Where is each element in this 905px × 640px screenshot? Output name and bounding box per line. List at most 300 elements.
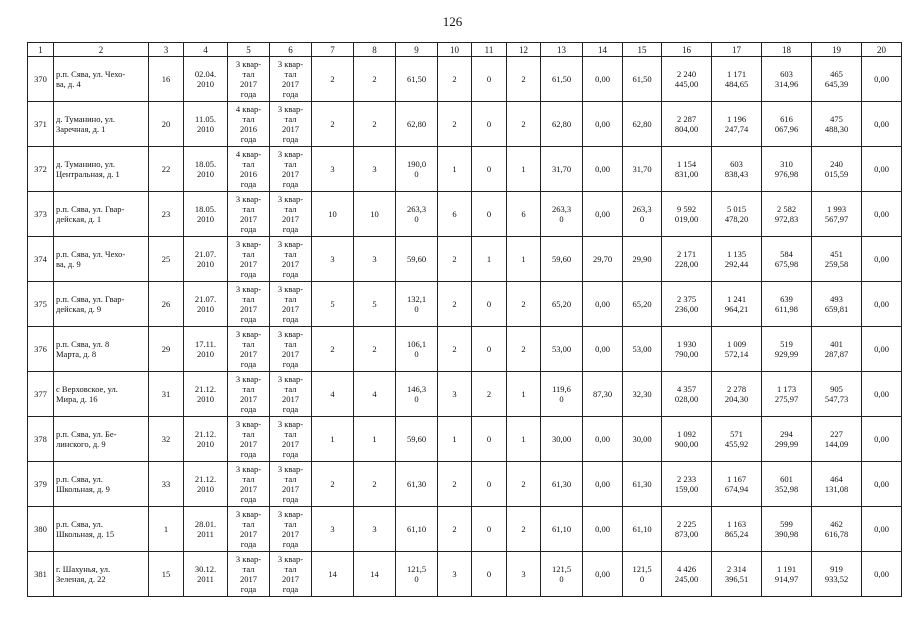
table-cell — [762, 237, 812, 282]
table-cell — [623, 552, 662, 597]
table-cell — [228, 237, 270, 282]
table-cell — [812, 372, 862, 417]
cell-text: 0,00 — [874, 74, 889, 84]
cell-text: 3 квар- тал 2017 года — [277, 284, 304, 324]
cell-text: 2 — [521, 119, 526, 129]
cell-text: 1 — [521, 254, 526, 264]
table-cell — [184, 372, 228, 417]
table-cell — [270, 282, 312, 327]
cell-text: 263,3 0 — [632, 204, 652, 224]
cell-text: 0 — [486, 299, 492, 309]
table-cell — [623, 192, 662, 237]
cell-text: р.п. Сява, ул. Гвар- дейская, д. 9 — [56, 294, 125, 314]
cell-text: 6 — [521, 209, 526, 219]
column-header: 16 — [662, 43, 712, 57]
table-cell — [396, 192, 438, 237]
cell-text: 1 — [452, 434, 457, 444]
table-row — [28, 147, 902, 192]
table-cell — [862, 237, 902, 282]
table-cell — [712, 192, 762, 237]
cell-text: 25 — [161, 254, 171, 264]
cell-text: 2 — [452, 299, 457, 309]
table-cell — [812, 282, 862, 327]
table-cell — [762, 372, 812, 417]
table-cell — [396, 102, 438, 147]
cell-text: 3 квар- тал 2017 года — [235, 554, 262, 594]
cell-text: 1 163 865,24 — [724, 519, 749, 539]
cell-text: 1 — [521, 164, 526, 174]
table-cell — [396, 282, 438, 327]
cell-text: 31 — [161, 389, 171, 399]
cell-text: 3 квар- тал 2017 года — [277, 239, 304, 279]
table-cell — [862, 507, 902, 552]
cell-text: 59,60 — [406, 434, 427, 444]
column-header: 9 — [396, 43, 438, 57]
table-row — [28, 57, 902, 102]
table-cell — [583, 417, 623, 462]
table-cell — [396, 462, 438, 507]
cell-text: 0 — [486, 209, 492, 219]
cell-text: 639 611,98 — [774, 294, 799, 314]
cell-text: 372 — [34, 164, 47, 174]
table-cell — [28, 417, 54, 462]
table-cell — [662, 102, 712, 147]
table-row — [28, 237, 902, 282]
table-cell — [438, 507, 472, 552]
page-number: 126 — [442, 14, 463, 29]
cell-text: 3 квар- тал 2017 года — [235, 419, 262, 459]
cell-text: 1 196 247,74 — [724, 114, 749, 134]
table-cell — [149, 102, 184, 147]
table-cell — [762, 462, 812, 507]
column-header: 13 — [541, 43, 583, 57]
cell-text: 0,00 — [595, 569, 610, 579]
table-cell — [762, 507, 812, 552]
table-cell — [472, 192, 507, 237]
table-cell — [507, 192, 541, 237]
table-cell — [812, 507, 862, 552]
cell-text: 3 — [452, 389, 457, 399]
cell-text: 0 — [486, 479, 492, 489]
cell-text: 3 квар- тал 2017 года — [235, 59, 262, 99]
cell-text: 190,0 0 — [406, 159, 427, 179]
table-cell — [270, 507, 312, 552]
cell-text: 61,10 — [632, 524, 652, 534]
cell-text: 2 171 228,00 — [674, 249, 699, 269]
cell-text: 571 455,92 — [724, 429, 749, 449]
table-cell — [228, 507, 270, 552]
table-cell — [662, 282, 712, 327]
cell-text: 3 квар- тал 2017 года — [277, 104, 304, 144]
table-cell — [149, 192, 184, 237]
table-cell — [228, 147, 270, 192]
table-row — [28, 192, 902, 237]
cell-text: 1 167 674,94 — [724, 474, 749, 494]
cell-text: 119,6 0 — [552, 384, 571, 404]
cell-text: 1 009 572,14 — [724, 339, 749, 359]
table-cell — [438, 57, 472, 102]
table-cell — [472, 57, 507, 102]
cell-text: 65,20 — [551, 299, 572, 309]
table-cell — [438, 552, 472, 597]
cell-text: 0 — [486, 569, 492, 579]
cell-text: 5 — [372, 299, 377, 309]
table-cell — [28, 327, 54, 372]
column-header: 8 — [354, 43, 396, 57]
cell-text: 603 314,96 — [774, 69, 799, 89]
table-header-row — [28, 43, 902, 57]
cell-text: 20 — [161, 119, 171, 129]
cell-text: 30,00 — [551, 434, 572, 444]
cell-text: 370 — [34, 74, 47, 84]
table-cell — [662, 147, 712, 192]
address-cell — [54, 372, 149, 417]
table-cell — [228, 327, 270, 372]
housing-registry-table — [27, 42, 902, 597]
table-cell — [812, 192, 862, 237]
table-cell — [149, 147, 184, 192]
cell-text: 2 — [330, 74, 335, 84]
table-cell — [762, 102, 812, 147]
table-cell — [28, 192, 54, 237]
cell-text: 2 278 204,30 — [724, 384, 749, 404]
cell-text: 379 — [34, 479, 47, 489]
table-cell — [354, 102, 396, 147]
table-cell — [228, 372, 270, 417]
table-cell — [712, 147, 762, 192]
table-cell — [862, 192, 902, 237]
table-row — [28, 102, 902, 147]
table-cell — [312, 417, 354, 462]
table-cell — [623, 507, 662, 552]
cell-text: 1 171 484,65 — [724, 69, 749, 89]
cell-text: 5 — [330, 299, 335, 309]
cell-text: 2 — [452, 119, 457, 129]
table-cell — [28, 462, 54, 507]
table-cell — [149, 237, 184, 282]
table-cell — [270, 57, 312, 102]
table-cell — [184, 102, 228, 147]
table-cell — [312, 192, 354, 237]
table-cell — [438, 237, 472, 282]
cell-text: 0,00 — [595, 434, 610, 444]
table-cell — [812, 417, 862, 462]
table-row — [28, 417, 902, 462]
address-cell — [54, 507, 149, 552]
cell-text: р.п. Сява, ул. Чехо- ва, д. 4 — [56, 69, 126, 89]
cell-text: 0,00 — [595, 524, 610, 534]
cell-text: 0 — [486, 524, 492, 534]
cell-text: 32,30 — [632, 389, 652, 399]
cell-text: 3 квар- тал 2017 года — [277, 59, 304, 99]
table-cell — [184, 57, 228, 102]
table-cell — [312, 147, 354, 192]
cell-text: 0,00 — [874, 434, 889, 444]
cell-text: 0,00 — [595, 164, 610, 174]
cell-text: 21.12. 2010 — [194, 384, 217, 404]
table-cell — [28, 147, 54, 192]
table-cell — [812, 102, 862, 147]
table-cell — [762, 327, 812, 372]
cell-text: 28.01. 2011 — [194, 519, 217, 539]
cell-text: 263,3 0 — [551, 204, 572, 224]
cell-text: 263,3 0 — [406, 204, 427, 224]
cell-text: 3 квар- тал 2017 года — [277, 329, 304, 369]
cell-text: 3 — [330, 524, 335, 534]
table-cell — [149, 462, 184, 507]
column-header: 20 — [862, 43, 902, 57]
table-cell — [762, 417, 812, 462]
column-header: 1 — [28, 43, 54, 57]
cell-text: 4 — [330, 389, 335, 399]
cell-text: 32 — [161, 434, 171, 444]
table-cell — [354, 192, 396, 237]
cell-text: 15 — [161, 569, 171, 579]
cell-text: 5 015 478,20 — [724, 204, 749, 224]
cell-text: 33 — [161, 479, 171, 489]
cell-text: 16 — [161, 74, 171, 84]
cell-text: 10 — [328, 209, 337, 219]
table-cell — [228, 462, 270, 507]
table-cell — [862, 327, 902, 372]
cell-text: 3 квар- тал 2017 года — [277, 419, 304, 459]
table-cell — [712, 57, 762, 102]
cell-text: 378 — [34, 434, 47, 444]
cell-text: 2 — [486, 389, 492, 399]
table-cell — [354, 372, 396, 417]
table-cell — [184, 237, 228, 282]
table-cell — [812, 147, 862, 192]
table-cell — [541, 282, 583, 327]
table-cell — [270, 147, 312, 192]
cell-text: 1 154 831,00 — [674, 159, 699, 179]
table-cell — [438, 147, 472, 192]
cell-text: 0,00 — [874, 209, 889, 219]
cell-text: 3 — [372, 164, 377, 174]
column-header: 14 — [583, 43, 623, 57]
table-cell — [507, 462, 541, 507]
cell-text: 3 квар- тал 2017 года — [277, 194, 304, 234]
cell-text: 2 287 804,00 — [674, 114, 699, 134]
column-header: 19 — [812, 43, 862, 57]
table-cell — [862, 102, 902, 147]
table-cell — [396, 237, 438, 282]
table-cell — [712, 417, 762, 462]
table-cell — [312, 102, 354, 147]
table-cell — [541, 57, 583, 102]
table-cell — [762, 57, 812, 102]
table-cell — [812, 327, 862, 372]
cell-text: 23 — [161, 209, 171, 219]
cell-text: р.п. Сява, ул. Школьная, д. 9 — [56, 474, 110, 494]
cell-text: 0,00 — [874, 254, 889, 264]
cell-text: 0,00 — [595, 479, 610, 489]
cell-text: 3 квар- тал 2017 года — [235, 464, 262, 504]
cell-text: 2 582 972,83 — [774, 204, 799, 224]
table-cell — [541, 462, 583, 507]
cell-text: 0,00 — [874, 299, 889, 309]
table-cell — [228, 552, 270, 597]
cell-text: 121,5 0 — [632, 564, 652, 584]
table-cell — [270, 372, 312, 417]
cell-text: 3 квар- тал 2017 года — [277, 554, 304, 594]
table-cell — [507, 327, 541, 372]
cell-text: 0,00 — [595, 119, 610, 129]
table-cell — [623, 327, 662, 372]
table-cell — [583, 327, 623, 372]
table-cell — [583, 282, 623, 327]
table-cell — [184, 507, 228, 552]
table-cell — [438, 102, 472, 147]
cell-text: 451 259,58 — [824, 249, 849, 269]
cell-text: 2 — [330, 479, 335, 489]
table-cell — [507, 102, 541, 147]
table-cell — [862, 147, 902, 192]
address-cell — [54, 282, 149, 327]
column-header: 7 — [312, 43, 354, 57]
cell-text: 2 — [330, 119, 335, 129]
cell-text: д. Туманино, ул. Центральная, д. 1 — [56, 159, 120, 179]
cell-text: 1 — [486, 254, 492, 264]
table-cell — [270, 192, 312, 237]
table-cell — [583, 507, 623, 552]
column-header: 11 — [472, 43, 507, 57]
column-header: 5 — [228, 43, 270, 57]
table-cell — [472, 372, 507, 417]
table-cell — [623, 102, 662, 147]
table-cell — [396, 552, 438, 597]
table-cell — [149, 327, 184, 372]
table-cell — [354, 552, 396, 597]
table-cell — [354, 462, 396, 507]
table-cell — [662, 192, 712, 237]
table-row — [28, 327, 902, 372]
cell-text: р.п. Сява, ул. Чехо- ва, д. 9 — [56, 249, 126, 269]
table-cell — [396, 327, 438, 372]
table-cell — [312, 462, 354, 507]
table-row — [28, 282, 902, 327]
table-cell — [541, 237, 583, 282]
table-cell — [662, 417, 712, 462]
table-row — [28, 507, 902, 552]
cell-text: 106,1 0 — [406, 339, 427, 359]
table-cell — [541, 372, 583, 417]
address-cell — [54, 237, 149, 282]
table-cell — [662, 462, 712, 507]
table-cell — [228, 192, 270, 237]
cell-text: 2 — [452, 254, 457, 264]
cell-text: 401 287,87 — [824, 339, 849, 359]
cell-text: 61,10 — [551, 524, 572, 534]
cell-text: 0 — [486, 119, 492, 129]
table-cell — [312, 282, 354, 327]
cell-text: 61,50 — [551, 74, 572, 84]
table-cell — [472, 507, 507, 552]
table-cell — [312, 507, 354, 552]
cell-text: 0 — [486, 434, 492, 444]
table-cell — [507, 237, 541, 282]
cell-text: 1 135 292,44 — [724, 249, 749, 269]
table-cell — [662, 372, 712, 417]
cell-text: 2 — [521, 524, 526, 534]
cell-text: 02.04. 2010 — [194, 69, 217, 89]
table-cell — [762, 552, 812, 597]
column-header: 15 — [623, 43, 662, 57]
cell-text: 2 — [521, 479, 526, 489]
table-cell — [862, 552, 902, 597]
table-cell — [583, 552, 623, 597]
cell-text: 294 299,99 — [774, 429, 799, 449]
cell-text: 61,10 — [406, 524, 427, 534]
cell-text: 0,00 — [874, 569, 889, 579]
cell-text: 2 225 873,00 — [674, 519, 699, 539]
cell-text: 0,00 — [595, 74, 610, 84]
cell-text: 61,30 — [551, 479, 572, 489]
cell-text: 62,80 — [406, 119, 427, 129]
cell-text: 3 квар- тал 2017 года — [277, 149, 304, 189]
cell-text: р.п. Сява, ул. Школьная, д. 15 — [56, 519, 115, 539]
table-cell — [438, 462, 472, 507]
table-cell — [812, 552, 862, 597]
table-cell — [354, 147, 396, 192]
cell-text: 0,00 — [874, 479, 889, 489]
cell-text: 3 — [372, 524, 377, 534]
cell-text: 374 — [34, 254, 47, 264]
table-cell — [28, 282, 54, 327]
table-cell — [312, 237, 354, 282]
table-cell — [662, 57, 712, 102]
cell-text: 1 241 964,21 — [724, 294, 749, 314]
cell-text: 905 547,73 — [824, 384, 849, 404]
cell-text: 1 173 275,97 — [774, 384, 799, 404]
table-cell — [184, 327, 228, 372]
table-cell — [270, 237, 312, 282]
cell-text: 65,20 — [632, 299, 652, 309]
cell-text: 599 390,98 — [774, 519, 799, 539]
table-cell — [623, 417, 662, 462]
cell-text: 2 — [452, 479, 457, 489]
cell-text: 0,00 — [595, 299, 610, 309]
column-header: 4 — [184, 43, 228, 57]
cell-text: 3 квар- тал 2017 года — [277, 464, 304, 504]
cell-text: 61,50 — [406, 74, 427, 84]
table-cell — [662, 507, 712, 552]
table-cell — [184, 417, 228, 462]
cell-text: 2 — [452, 74, 457, 84]
table-cell — [623, 147, 662, 192]
cell-text: 4 квар- тал 2016 года — [235, 104, 262, 144]
table-cell — [149, 57, 184, 102]
table-cell — [862, 282, 902, 327]
cell-text: 475 488,30 — [824, 114, 849, 134]
table-cell — [28, 237, 54, 282]
cell-text: 17.11. 2010 — [195, 339, 216, 359]
address-cell — [54, 147, 149, 192]
cell-text: 61,50 — [632, 74, 652, 84]
table-cell — [507, 282, 541, 327]
address-cell — [54, 417, 149, 462]
table-cell — [712, 507, 762, 552]
table-cell — [507, 372, 541, 417]
table-cell — [862, 372, 902, 417]
address-cell — [54, 192, 149, 237]
cell-text: 919 933,52 — [824, 564, 849, 584]
cell-text: 31,70 — [632, 164, 652, 174]
table-cell — [312, 327, 354, 372]
cell-text: 0,00 — [874, 164, 889, 174]
table-cell — [396, 372, 438, 417]
cell-text: 59,60 — [406, 254, 427, 264]
